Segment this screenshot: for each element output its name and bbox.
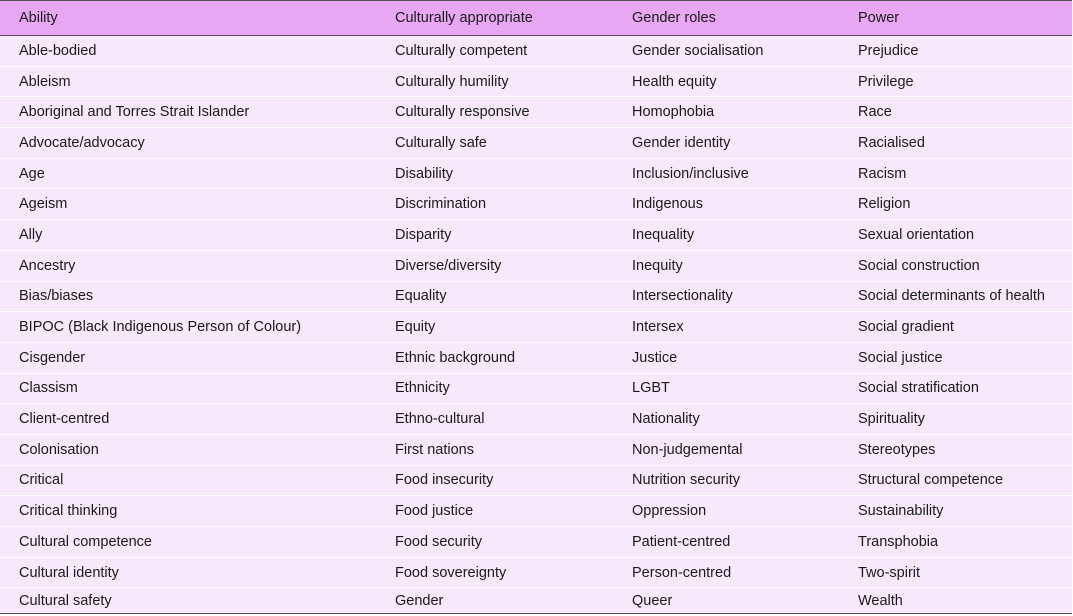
table-cell: Colonisation: [0, 434, 376, 465]
table-cell: Culturally competent: [376, 36, 613, 67]
table-cell: Ableism: [0, 66, 376, 97]
table-row: [0, 281, 1072, 312]
table-cell: Religion: [839, 189, 1072, 220]
table-cell: Inequality: [613, 220, 839, 251]
table-cell: Food security: [376, 527, 613, 558]
table-row: [0, 434, 1072, 465]
table-cell: Ancestry: [0, 250, 376, 281]
table-cell: Cultural safety: [0, 588, 376, 614]
table-cell: Equity: [376, 312, 613, 343]
table-cell: Ageism: [0, 189, 376, 220]
table-header: [0, 1, 1072, 36]
table-cell: Gender: [376, 588, 613, 614]
table-cell: Advocate/advocacy: [0, 128, 376, 159]
column-header-gender-roles: Gender roles: [613, 1, 839, 36]
table-cell: Cultural competence: [0, 527, 376, 558]
table-cell: Disparity: [376, 220, 613, 251]
table-cell: Inclusion/inclusive: [613, 158, 839, 189]
table-cell: Classism: [0, 373, 376, 404]
column-header-culturally-appropriate: Culturally appropriate: [376, 1, 613, 36]
table-cell: Critical: [0, 465, 376, 496]
table-row: [0, 158, 1072, 189]
table-cell: Indigenous: [613, 189, 839, 220]
table-cell: Race: [839, 97, 1072, 128]
table-cell: First nations: [376, 434, 613, 465]
table-body: [0, 36, 1072, 614]
table-cell: Health equity: [613, 66, 839, 97]
table-cell: Oppression: [613, 496, 839, 527]
table-cell: Nationality: [613, 404, 839, 435]
table-cell: Racism: [839, 158, 1072, 189]
table-row: [0, 312, 1072, 343]
table-cell: Racialised: [839, 128, 1072, 159]
table-row: [0, 220, 1072, 251]
table-cell: Critical thinking: [0, 496, 376, 527]
table-cell: Gender socialisation: [613, 36, 839, 67]
table-cell: Disability: [376, 158, 613, 189]
table-cell: BIPOC (Black Indigenous Person of Colour): [0, 312, 376, 343]
table-row: [0, 342, 1072, 373]
table-cell: Homophobia: [613, 97, 839, 128]
table-row: [0, 36, 1072, 67]
table-cell: Sexual orientation: [839, 220, 1072, 251]
table-cell: Ally: [0, 220, 376, 251]
column-header-ability: Ability: [0, 1, 376, 36]
table-cell: Age: [0, 158, 376, 189]
table-cell: Intersectionality: [613, 281, 839, 312]
table-cell: Cisgender: [0, 342, 376, 373]
table-cell: Justice: [613, 342, 839, 373]
table-cell: Discrimination: [376, 189, 613, 220]
table-cell: Cultural identity: [0, 557, 376, 588]
table-cell: Social justice: [839, 342, 1072, 373]
table-cell: Prejudice: [839, 36, 1072, 67]
table-cell: Privilege: [839, 66, 1072, 97]
table-cell: Wealth: [839, 588, 1072, 614]
table-cell: Gender identity: [613, 128, 839, 159]
table-cell: Social stratification: [839, 373, 1072, 404]
table-cell: Nutrition security: [613, 465, 839, 496]
table-cell: Social construction: [839, 250, 1072, 281]
table-row: [0, 588, 1072, 614]
table-cell: Person-centred: [613, 557, 839, 588]
table-row: [0, 496, 1072, 527]
table-cell: Queer: [613, 588, 839, 614]
table-cell: Social determinants of health: [839, 281, 1072, 312]
column-header-power: Power: [839, 1, 1072, 36]
table-cell: Two-spirit: [839, 557, 1072, 588]
table-row: [0, 66, 1072, 97]
table-row: [0, 97, 1072, 128]
table-row: [0, 527, 1072, 558]
table-row: [0, 250, 1072, 281]
table-cell: Patient-centred: [613, 527, 839, 558]
table-cell: Aboriginal and Torres Strait Islander: [0, 97, 376, 128]
table-cell: Able-bodied: [0, 36, 376, 67]
table-cell: Culturally responsive: [376, 97, 613, 128]
table-cell: Diverse/diversity: [376, 250, 613, 281]
table-cell: Ethnic background: [376, 342, 613, 373]
table-cell: Inequity: [613, 250, 839, 281]
table-row: [0, 189, 1072, 220]
table-cell: LGBT: [613, 373, 839, 404]
table-cell: Culturally safe: [376, 128, 613, 159]
table-cell: Culturally humility: [376, 66, 613, 97]
table-cell: Food sovereignty: [376, 557, 613, 588]
table-cell: Ethnicity: [376, 373, 613, 404]
table-cell: Social gradient: [839, 312, 1072, 343]
table-cell: Ethno-cultural: [376, 404, 613, 435]
table-row: [0, 465, 1072, 496]
table-cell: Spirituality: [839, 404, 1072, 435]
table-row: [0, 373, 1072, 404]
table-cell: Client-centred: [0, 404, 376, 435]
table-cell: Transphobia: [839, 527, 1072, 558]
table-cell: Structural competence: [839, 465, 1072, 496]
table-row: [0, 404, 1072, 435]
table-row: [0, 128, 1072, 159]
header-row: [0, 1, 1072, 36]
table-cell: Food insecurity: [376, 465, 613, 496]
table-cell: Equality: [376, 281, 613, 312]
table-cell: Intersex: [613, 312, 839, 343]
table-cell: Non-judgemental: [613, 434, 839, 465]
table-cell: Food justice: [376, 496, 613, 527]
table-cell: Bias/biases: [0, 281, 376, 312]
table-row: [0, 557, 1072, 588]
table-cell: Sustainability: [839, 496, 1072, 527]
table-cell: Stereotypes: [839, 434, 1072, 465]
